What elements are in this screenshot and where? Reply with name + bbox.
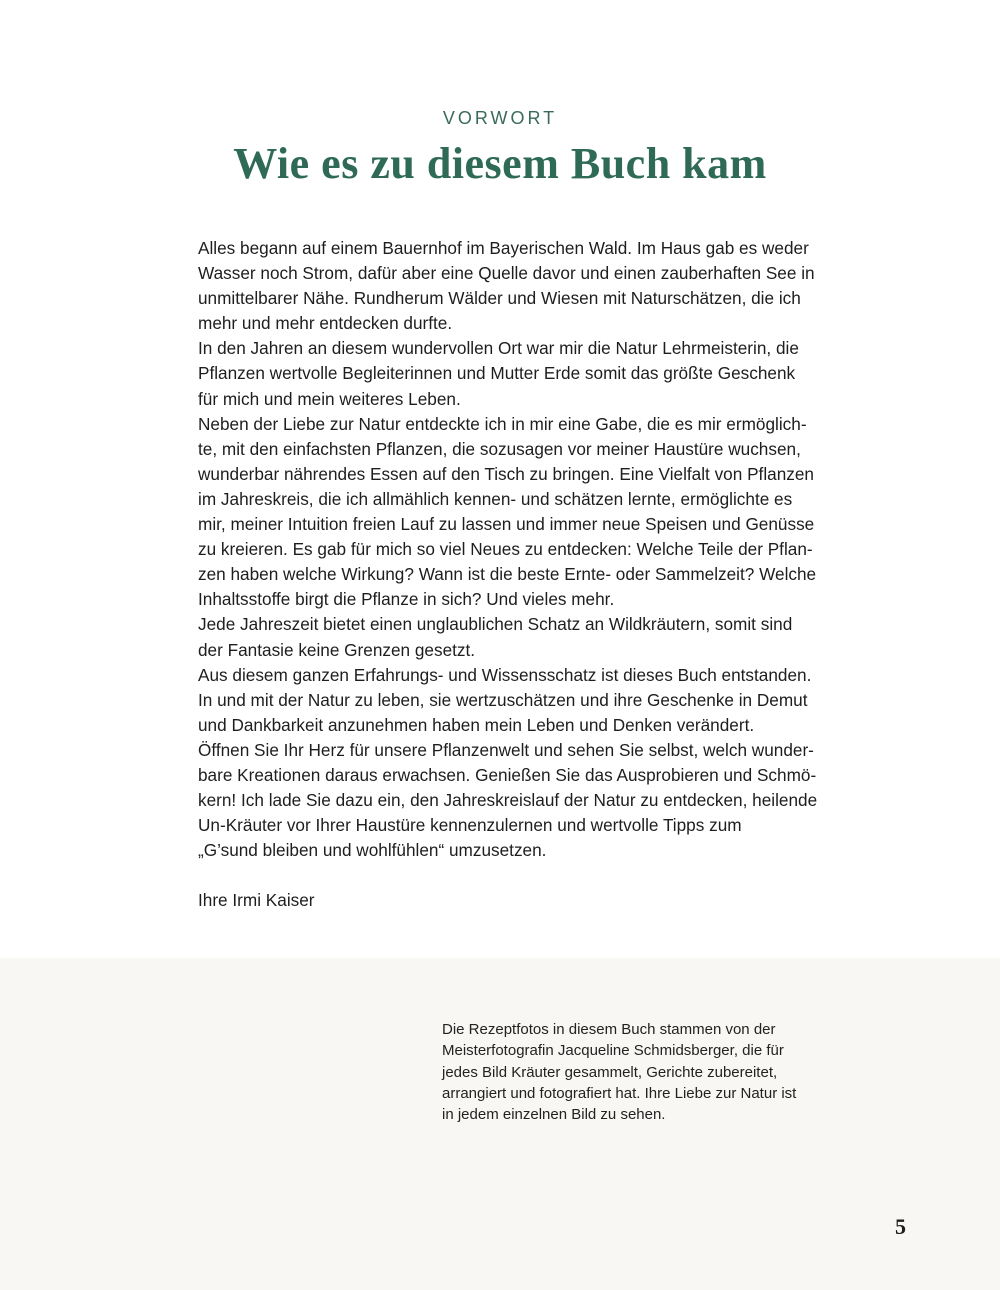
photo-credit (442, 1019, 832, 1125)
body-line: mehr und mehr entdecken durfte. (198, 313, 453, 334)
body-line: Neben der Liebe zur Natur entdeckte ich in mir eine Gabe, die es mir ermöglich- (198, 413, 807, 434)
body-line: und Dankbarkeit anzunehmen haben mein Leben und Denken verändert. (198, 714, 755, 735)
body-line: Wasser noch Strom, dafür aber eine Quelle davor und einen zauberhaften See in (198, 263, 815, 284)
body-line: In und mit der Natur zu leben, sie wertzuschätzen und ihre Geschenke in Demut (198, 689, 808, 710)
body-line: für mich und mein weiteres Leben. (198, 388, 461, 409)
body-line: unmittelbarer Nähe. Rundherum Wälder und Wiesen mit Naturschätzen, die ich (198, 288, 801, 309)
body-line: Inhaltsstoffe birgt die Pflanze in sich? Und vieles mehr. (198, 589, 615, 610)
body-line: te, mit den einfachsten Pflanzen, die sozusagen vor meiner Haustüre wuchsen, (198, 438, 801, 459)
foreword-body (198, 236, 828, 913)
credit-line: in jedem einzelnen Bild zu sehen. (442, 1106, 666, 1124)
body-line: Jede Jahreszeit bietet einen unglaublichen Schatz an Wildkräutern, somit sind (198, 614, 793, 635)
credit-line: arrangiert und fotografiert hat. Ihre Liebe zur Natur ist (442, 1084, 797, 1102)
page-number: 5 (895, 1214, 906, 1239)
body-line: Öffnen Sie Ihr Herz für unsere Pflanzenwelt und sehen Sie selbst, welch wunder- (198, 739, 814, 760)
credit-line: jedes Bild Kräuter gesammelt, Gerichte zubereitet, (442, 1063, 778, 1081)
body-line: Alles begann auf einem Bauernhof im Bayerischen Wald. Im Haus gab es weder (198, 238, 809, 258)
body-line: In den Jahren an diesem wundervollen Ort war mir die Natur Lehrmeisterin, die (198, 338, 799, 359)
page-title: Wie es zu diesem Buch kam (233, 139, 767, 188)
body-line: „G’sund bleiben und wohlfühlen“ umzusetzen. (198, 840, 547, 861)
section-kicker: VORWORT (442, 108, 558, 128)
body-line: Pflanzen wertvolle Begleiterinnen und Mutter Erde somit das größte Geschenk (198, 363, 796, 384)
body-line: mir, meiner Intuition freien Lauf zu lassen und immer neue Speisen und Genüsse (198, 514, 815, 535)
body-line: kern! Ich lade Sie dazu ein, den Jahreskreislauf der Natur zu entdecken, heilende (198, 790, 818, 811)
body-line: Un-Kräuter vor Ihrer Haustüre kennenzulernen und wertvolle Tipps zum (198, 815, 742, 836)
body-line: zu kreieren. Es gab für mich so viel Neues zu entdecken: Welche Teile der Pflan- (198, 539, 813, 560)
body-line: der Fantasie keine Grenzen gesetzt. (198, 639, 476, 660)
body-line: im Jahreskreis, die ich allmählich kennen- und schätzen lernte, ermöglichte es (198, 488, 793, 509)
body-line: wunderbar nährendes Essen auf den Tisch zu bringen. Eine Vielfalt von Pflanzen (198, 463, 814, 484)
credit-line: Meisterfotografin Jacqueline Schmidsberger, die für (442, 1042, 784, 1060)
credit-line: Die Rezeptfotos in diesem Buch stammen von der (442, 1021, 776, 1038)
signature: Ihre Irmi Kaiser (198, 890, 315, 911)
body-line: Aus diesem ganzen Erfahrungs- und Wissensschatz ist dieses Buch entstanden. (198, 664, 812, 685)
body-line: zen haben welche Wirkung? Wann ist die beste Ernte- oder Sammelzeit? Welche (198, 564, 817, 585)
body-line: bare Kreationen daraus erwachsen. Genießen Sie das Ausprobieren und Schmö- (198, 764, 817, 785)
